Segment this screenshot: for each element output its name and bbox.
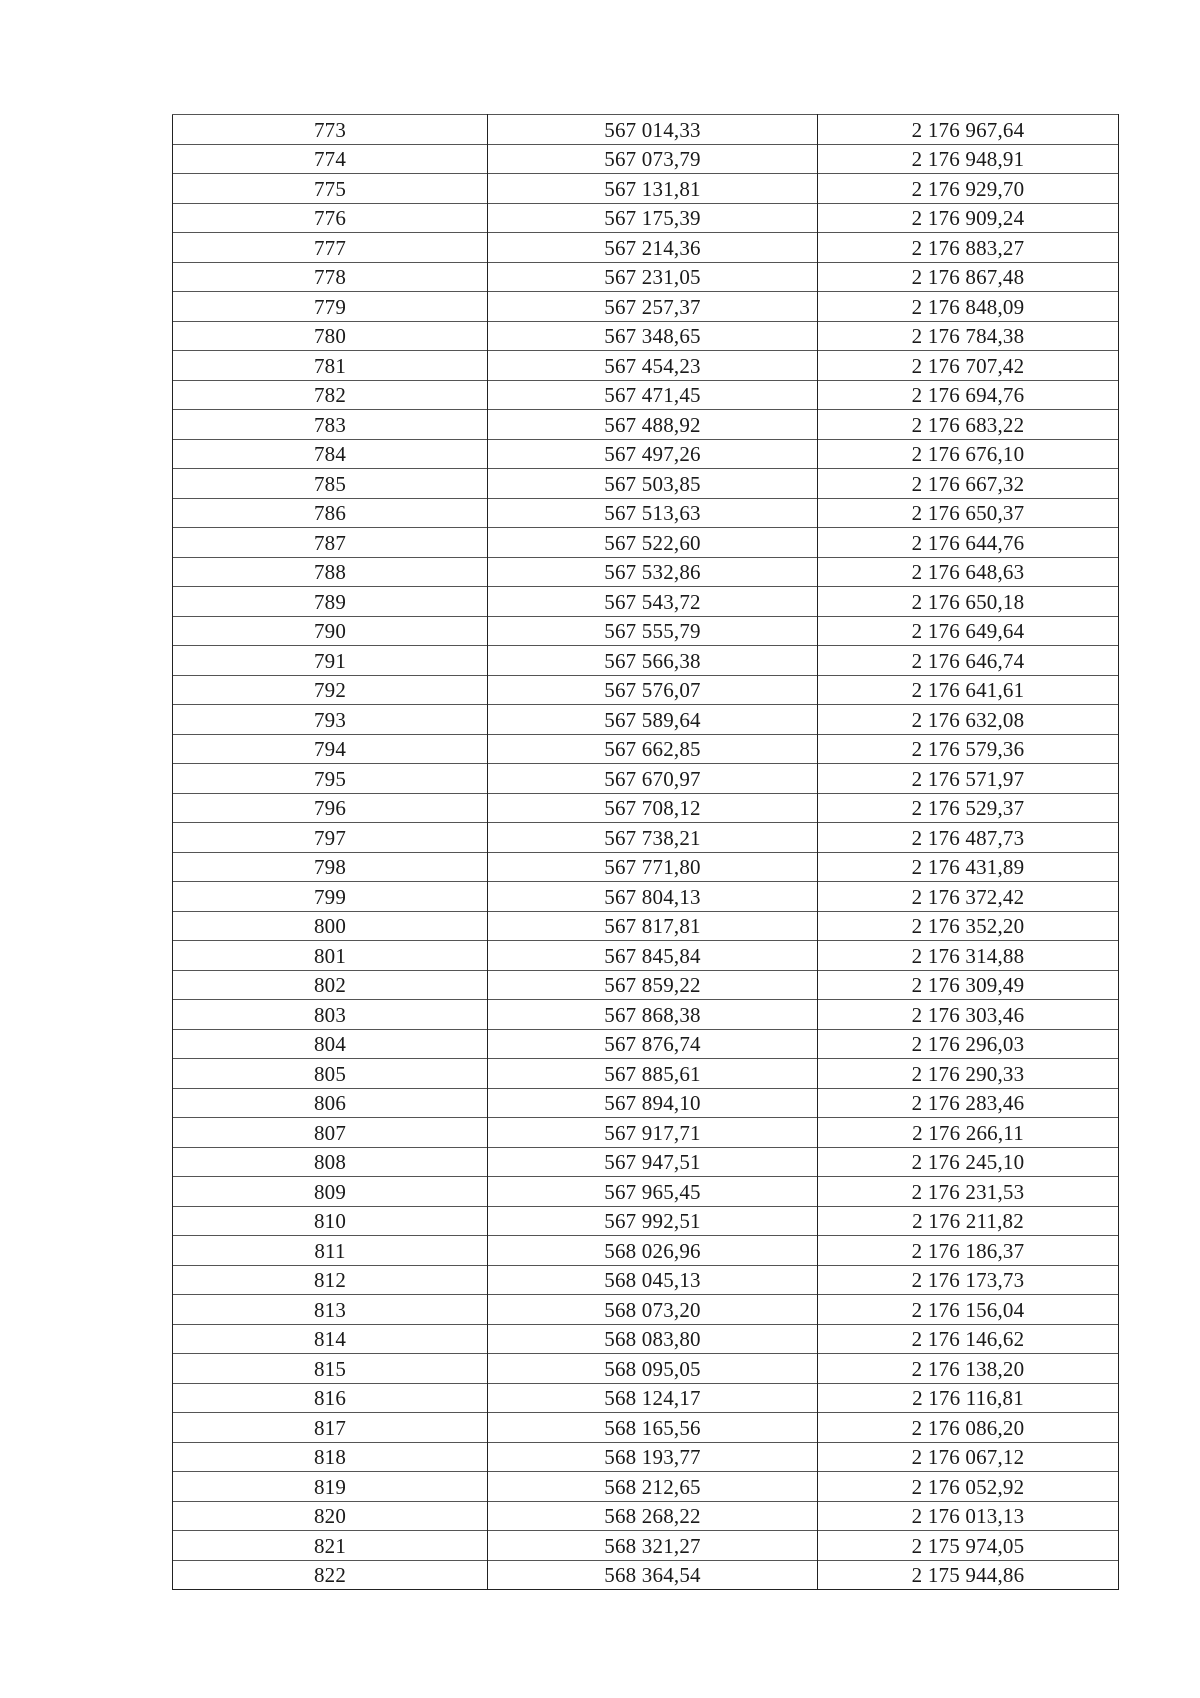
table-row — [173, 174, 1119, 204]
x-coordinate-cell: 567 965,45 — [488, 1177, 818, 1207]
table-row — [173, 498, 1119, 528]
table-row — [173, 1501, 1119, 1531]
y-coordinate-cell: 2 176 290,33 — [818, 1059, 1119, 1089]
table-row — [173, 1088, 1119, 1118]
y-coordinate-cell: 2 176 529,37 — [818, 793, 1119, 823]
point-number-cell: 816 — [173, 1383, 488, 1413]
point-number-cell: 781 — [173, 351, 488, 381]
table-row — [173, 1000, 1119, 1030]
x-coordinate-cell: 567 845,84 — [488, 941, 818, 971]
y-coordinate-cell: 2 176 646,74 — [818, 646, 1119, 676]
x-coordinate-cell: 567 947,51 — [488, 1147, 818, 1177]
y-coordinate-cell: 2 176 067,12 — [818, 1442, 1119, 1472]
y-coordinate-cell: 2 176 116,81 — [818, 1383, 1119, 1413]
table-row — [173, 734, 1119, 764]
table-row — [173, 823, 1119, 853]
y-coordinate-cell: 2 176 052,92 — [818, 1472, 1119, 1502]
table-row — [173, 852, 1119, 882]
x-coordinate-cell: 568 321,27 — [488, 1531, 818, 1561]
y-coordinate-cell: 2 176 296,03 — [818, 1029, 1119, 1059]
x-coordinate-cell: 568 095,05 — [488, 1354, 818, 1384]
x-coordinate-cell: 567 885,61 — [488, 1059, 818, 1089]
x-coordinate-cell: 568 364,54 — [488, 1560, 818, 1590]
point-number-cell: 817 — [173, 1413, 488, 1443]
y-coordinate-cell: 2 176 707,42 — [818, 351, 1119, 381]
table-row — [173, 1383, 1119, 1413]
point-number-cell: 822 — [173, 1560, 488, 1590]
y-coordinate-cell: 2 176 266,11 — [818, 1118, 1119, 1148]
x-coordinate-cell: 568 083,80 — [488, 1324, 818, 1354]
point-number-cell: 792 — [173, 675, 488, 705]
point-number-cell: 797 — [173, 823, 488, 853]
y-coordinate-cell: 2 176 245,10 — [818, 1147, 1119, 1177]
x-coordinate-cell: 567 131,81 — [488, 174, 818, 204]
table-row — [173, 1236, 1119, 1266]
y-coordinate-cell: 2 176 352,20 — [818, 911, 1119, 941]
point-number-cell: 796 — [173, 793, 488, 823]
y-coordinate-cell: 2 176 948,91 — [818, 144, 1119, 174]
y-coordinate-cell: 2 176 372,42 — [818, 882, 1119, 912]
x-coordinate-cell: 567 662,85 — [488, 734, 818, 764]
x-coordinate-cell: 567 894,10 — [488, 1088, 818, 1118]
y-coordinate-cell: 2 176 303,46 — [818, 1000, 1119, 1030]
point-number-cell: 794 — [173, 734, 488, 764]
y-coordinate-cell: 2 176 571,97 — [818, 764, 1119, 794]
point-number-cell: 808 — [173, 1147, 488, 1177]
x-coordinate-cell: 567 503,85 — [488, 469, 818, 499]
table-row — [173, 1295, 1119, 1325]
point-number-cell: 791 — [173, 646, 488, 676]
x-coordinate-cell: 568 212,65 — [488, 1472, 818, 1502]
point-number-cell: 782 — [173, 380, 488, 410]
y-coordinate-cell: 2 176 683,22 — [818, 410, 1119, 440]
point-number-cell: 783 — [173, 410, 488, 440]
table-row — [173, 882, 1119, 912]
x-coordinate-cell: 567 738,21 — [488, 823, 818, 853]
y-coordinate-cell: 2 176 309,49 — [818, 970, 1119, 1000]
table-row — [173, 1265, 1119, 1295]
point-number-cell: 811 — [173, 1236, 488, 1266]
y-coordinate-cell: 2 176 146,62 — [818, 1324, 1119, 1354]
point-number-cell: 804 — [173, 1029, 488, 1059]
table-row — [173, 380, 1119, 410]
table-row — [173, 1472, 1119, 1502]
x-coordinate-cell: 567 543,72 — [488, 587, 818, 617]
point-number-cell: 815 — [173, 1354, 488, 1384]
y-coordinate-cell: 2 176 156,04 — [818, 1295, 1119, 1325]
x-coordinate-cell: 567 576,07 — [488, 675, 818, 705]
x-coordinate-cell: 567 589,64 — [488, 705, 818, 735]
x-coordinate-cell: 567 876,74 — [488, 1029, 818, 1059]
point-number-cell: 789 — [173, 587, 488, 617]
table-row — [173, 115, 1119, 145]
point-number-cell: 798 — [173, 852, 488, 882]
x-coordinate-cell: 567 532,86 — [488, 557, 818, 587]
point-number-cell: 813 — [173, 1295, 488, 1325]
table-row — [173, 144, 1119, 174]
x-coordinate-cell: 568 268,22 — [488, 1501, 818, 1531]
point-number-cell: 785 — [173, 469, 488, 499]
table-row — [173, 970, 1119, 1000]
x-coordinate-cell: 567 214,36 — [488, 233, 818, 263]
table-row — [173, 764, 1119, 794]
table-row — [173, 1206, 1119, 1236]
table-row — [173, 793, 1119, 823]
y-coordinate-cell: 2 176 867,48 — [818, 262, 1119, 292]
point-number-cell: 778 — [173, 262, 488, 292]
coordinates-table-body — [173, 115, 1119, 1590]
table-row — [173, 1177, 1119, 1207]
y-coordinate-cell: 2 176 929,70 — [818, 174, 1119, 204]
table-row — [173, 1118, 1119, 1148]
point-number-cell: 805 — [173, 1059, 488, 1089]
point-number-cell: 787 — [173, 528, 488, 558]
table-row — [173, 351, 1119, 381]
x-coordinate-cell: 567 073,79 — [488, 144, 818, 174]
point-number-cell: 773 — [173, 115, 488, 145]
table-row — [173, 469, 1119, 499]
x-coordinate-cell: 567 231,05 — [488, 262, 818, 292]
table-row — [173, 941, 1119, 971]
point-number-cell: 799 — [173, 882, 488, 912]
table-row — [173, 528, 1119, 558]
x-coordinate-cell: 567 257,37 — [488, 292, 818, 322]
coordinates-table — [172, 114, 1119, 1590]
point-number-cell: 806 — [173, 1088, 488, 1118]
point-number-cell: 777 — [173, 233, 488, 263]
y-coordinate-cell: 2 176 231,53 — [818, 1177, 1119, 1207]
table-row — [173, 557, 1119, 587]
point-number-cell: 779 — [173, 292, 488, 322]
y-coordinate-cell: 2 176 667,32 — [818, 469, 1119, 499]
x-coordinate-cell: 568 073,20 — [488, 1295, 818, 1325]
point-number-cell: 790 — [173, 616, 488, 646]
x-coordinate-cell: 568 045,13 — [488, 1265, 818, 1295]
table-row — [173, 1442, 1119, 1472]
y-coordinate-cell: 2 176 650,37 — [818, 498, 1119, 528]
y-coordinate-cell: 2 176 283,46 — [818, 1088, 1119, 1118]
table-row — [173, 1531, 1119, 1561]
y-coordinate-cell: 2 176 848,09 — [818, 292, 1119, 322]
table-row — [173, 1324, 1119, 1354]
table-row — [173, 439, 1119, 469]
x-coordinate-cell: 567 771,80 — [488, 852, 818, 882]
table-row — [173, 1560, 1119, 1590]
table-row — [173, 1147, 1119, 1177]
x-coordinate-cell: 567 513,63 — [488, 498, 818, 528]
table-row — [173, 233, 1119, 263]
y-coordinate-cell: 2 176 086,20 — [818, 1413, 1119, 1443]
x-coordinate-cell: 567 670,97 — [488, 764, 818, 794]
x-coordinate-cell: 567 454,23 — [488, 351, 818, 381]
point-number-cell: 818 — [173, 1442, 488, 1472]
table-row — [173, 292, 1119, 322]
table-row — [173, 1413, 1119, 1443]
point-number-cell: 820 — [173, 1501, 488, 1531]
y-coordinate-cell: 2 176 487,73 — [818, 823, 1119, 853]
x-coordinate-cell: 567 497,26 — [488, 439, 818, 469]
x-coordinate-cell: 568 165,56 — [488, 1413, 818, 1443]
y-coordinate-cell: 2 176 784,38 — [818, 321, 1119, 351]
x-coordinate-cell: 567 917,71 — [488, 1118, 818, 1148]
table-row — [173, 1029, 1119, 1059]
table-row — [173, 410, 1119, 440]
table-row — [173, 646, 1119, 676]
y-coordinate-cell: 2 176 883,27 — [818, 233, 1119, 263]
point-number-cell: 821 — [173, 1531, 488, 1561]
y-coordinate-cell: 2 176 579,36 — [818, 734, 1119, 764]
point-number-cell: 776 — [173, 203, 488, 233]
point-number-cell: 775 — [173, 174, 488, 204]
table-row — [173, 616, 1119, 646]
table-row — [173, 321, 1119, 351]
y-coordinate-cell: 2 176 644,76 — [818, 528, 1119, 558]
point-number-cell: 800 — [173, 911, 488, 941]
point-number-cell: 809 — [173, 1177, 488, 1207]
y-coordinate-cell: 2 176 211,82 — [818, 1206, 1119, 1236]
x-coordinate-cell: 567 992,51 — [488, 1206, 818, 1236]
x-coordinate-cell: 567 804,13 — [488, 882, 818, 912]
table-row — [173, 262, 1119, 292]
table-row — [173, 1354, 1119, 1384]
x-coordinate-cell: 567 566,38 — [488, 646, 818, 676]
point-number-cell: 819 — [173, 1472, 488, 1502]
x-coordinate-cell: 567 014,33 — [488, 115, 818, 145]
point-number-cell: 807 — [173, 1118, 488, 1148]
point-number-cell: 810 — [173, 1206, 488, 1236]
x-coordinate-cell: 567 348,65 — [488, 321, 818, 351]
point-number-cell: 801 — [173, 941, 488, 971]
x-coordinate-cell: 567 868,38 — [488, 1000, 818, 1030]
point-number-cell: 802 — [173, 970, 488, 1000]
point-number-cell: 780 — [173, 321, 488, 351]
y-coordinate-cell: 2 176 632,08 — [818, 705, 1119, 735]
y-coordinate-cell: 2 176 676,10 — [818, 439, 1119, 469]
y-coordinate-cell: 2 175 974,05 — [818, 1531, 1119, 1561]
y-coordinate-cell: 2 176 694,76 — [818, 380, 1119, 410]
x-coordinate-cell: 567 488,92 — [488, 410, 818, 440]
y-coordinate-cell: 2 176 013,13 — [818, 1501, 1119, 1531]
point-number-cell: 784 — [173, 439, 488, 469]
y-coordinate-cell: 2 176 173,73 — [818, 1265, 1119, 1295]
point-number-cell: 812 — [173, 1265, 488, 1295]
point-number-cell: 814 — [173, 1324, 488, 1354]
table-row — [173, 587, 1119, 617]
point-number-cell: 793 — [173, 705, 488, 735]
y-coordinate-cell: 2 176 641,61 — [818, 675, 1119, 705]
y-coordinate-cell: 2 176 186,37 — [818, 1236, 1119, 1266]
y-coordinate-cell: 2 176 649,64 — [818, 616, 1119, 646]
y-coordinate-cell: 2 176 648,63 — [818, 557, 1119, 587]
y-coordinate-cell: 2 176 967,64 — [818, 115, 1119, 145]
y-coordinate-cell: 2 175 944,86 — [818, 1560, 1119, 1590]
x-coordinate-cell: 567 175,39 — [488, 203, 818, 233]
y-coordinate-cell: 2 176 138,20 — [818, 1354, 1119, 1384]
x-coordinate-cell: 567 471,45 — [488, 380, 818, 410]
table-row — [173, 675, 1119, 705]
point-number-cell: 774 — [173, 144, 488, 174]
y-coordinate-cell: 2 176 431,89 — [818, 852, 1119, 882]
table-row — [173, 911, 1119, 941]
x-coordinate-cell: 567 708,12 — [488, 793, 818, 823]
x-coordinate-cell: 567 555,79 — [488, 616, 818, 646]
point-number-cell: 803 — [173, 1000, 488, 1030]
point-number-cell: 788 — [173, 557, 488, 587]
y-coordinate-cell: 2 176 314,88 — [818, 941, 1119, 971]
point-number-cell: 795 — [173, 764, 488, 794]
x-coordinate-cell: 567 817,81 — [488, 911, 818, 941]
table-row — [173, 1059, 1119, 1089]
x-coordinate-cell: 568 124,17 — [488, 1383, 818, 1413]
point-number-cell: 786 — [173, 498, 488, 528]
y-coordinate-cell: 2 176 909,24 — [818, 203, 1119, 233]
table-row — [173, 203, 1119, 233]
x-coordinate-cell: 568 193,77 — [488, 1442, 818, 1472]
table-row — [173, 705, 1119, 735]
x-coordinate-cell: 568 026,96 — [488, 1236, 818, 1266]
y-coordinate-cell: 2 176 650,18 — [818, 587, 1119, 617]
x-coordinate-cell: 567 522,60 — [488, 528, 818, 558]
x-coordinate-cell: 567 859,22 — [488, 970, 818, 1000]
